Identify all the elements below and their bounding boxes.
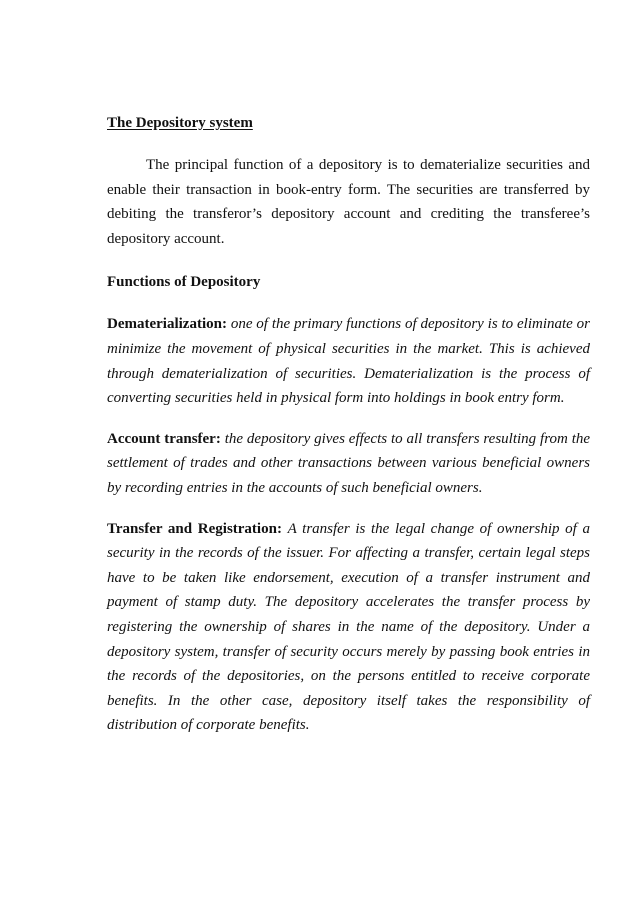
function-term: Transfer and Registration: bbox=[107, 520, 282, 537]
intro-paragraph: The principal function of a depository is to dematerialize securities and enable their transaction in book-entry form. The securities are transferred by debiting the transferor’s depository account and crediting the transferee’s depository account. bbox=[107, 157, 590, 247]
section-heading: Functions of Depository bbox=[107, 274, 261, 291]
function-term: Account transfer: bbox=[107, 430, 221, 447]
function-description: one of the primary functions of depository is to eliminate or minimize the movement of physical securities in the market. This is achieved through dematerialization of securities. Dematerialization is the process of converting securities held in physical form into holdings in book entry form. bbox=[107, 316, 590, 407]
page-title: The Depository system bbox=[107, 115, 253, 131]
function-description: the depository gives effects to all transfers resulting from the settlement of trades and other transactions between various beneficial owners by recording entries in the accounts of such beneficial owners. bbox=[107, 430, 591, 496]
function-item-account-transfer bbox=[107, 427, 590, 501]
function-term: Dematerialization: bbox=[107, 316, 227, 333]
document-page bbox=[107, 112, 590, 738]
function-item-transfer-registration bbox=[107, 517, 590, 738]
function-item-dematerialization bbox=[107, 312, 590, 410]
function-description: A transfer is the legal change of ownership of a security in the records of the issuer. For affecting a transfer, certain legal steps have to be taken like endorsement, execution of a transfer instrument and payment of stamp duty. The depository accelerates the transfer process by registering the ownership of shares in the name of the depository. Under a depository system, transfer of security occurs merely by passing book entries in the records of the depositories, on the persons entitled to receive corporate benefits. In the other case, depository itself takes the responsibility of distribution of corporate benefits. bbox=[107, 520, 590, 734]
